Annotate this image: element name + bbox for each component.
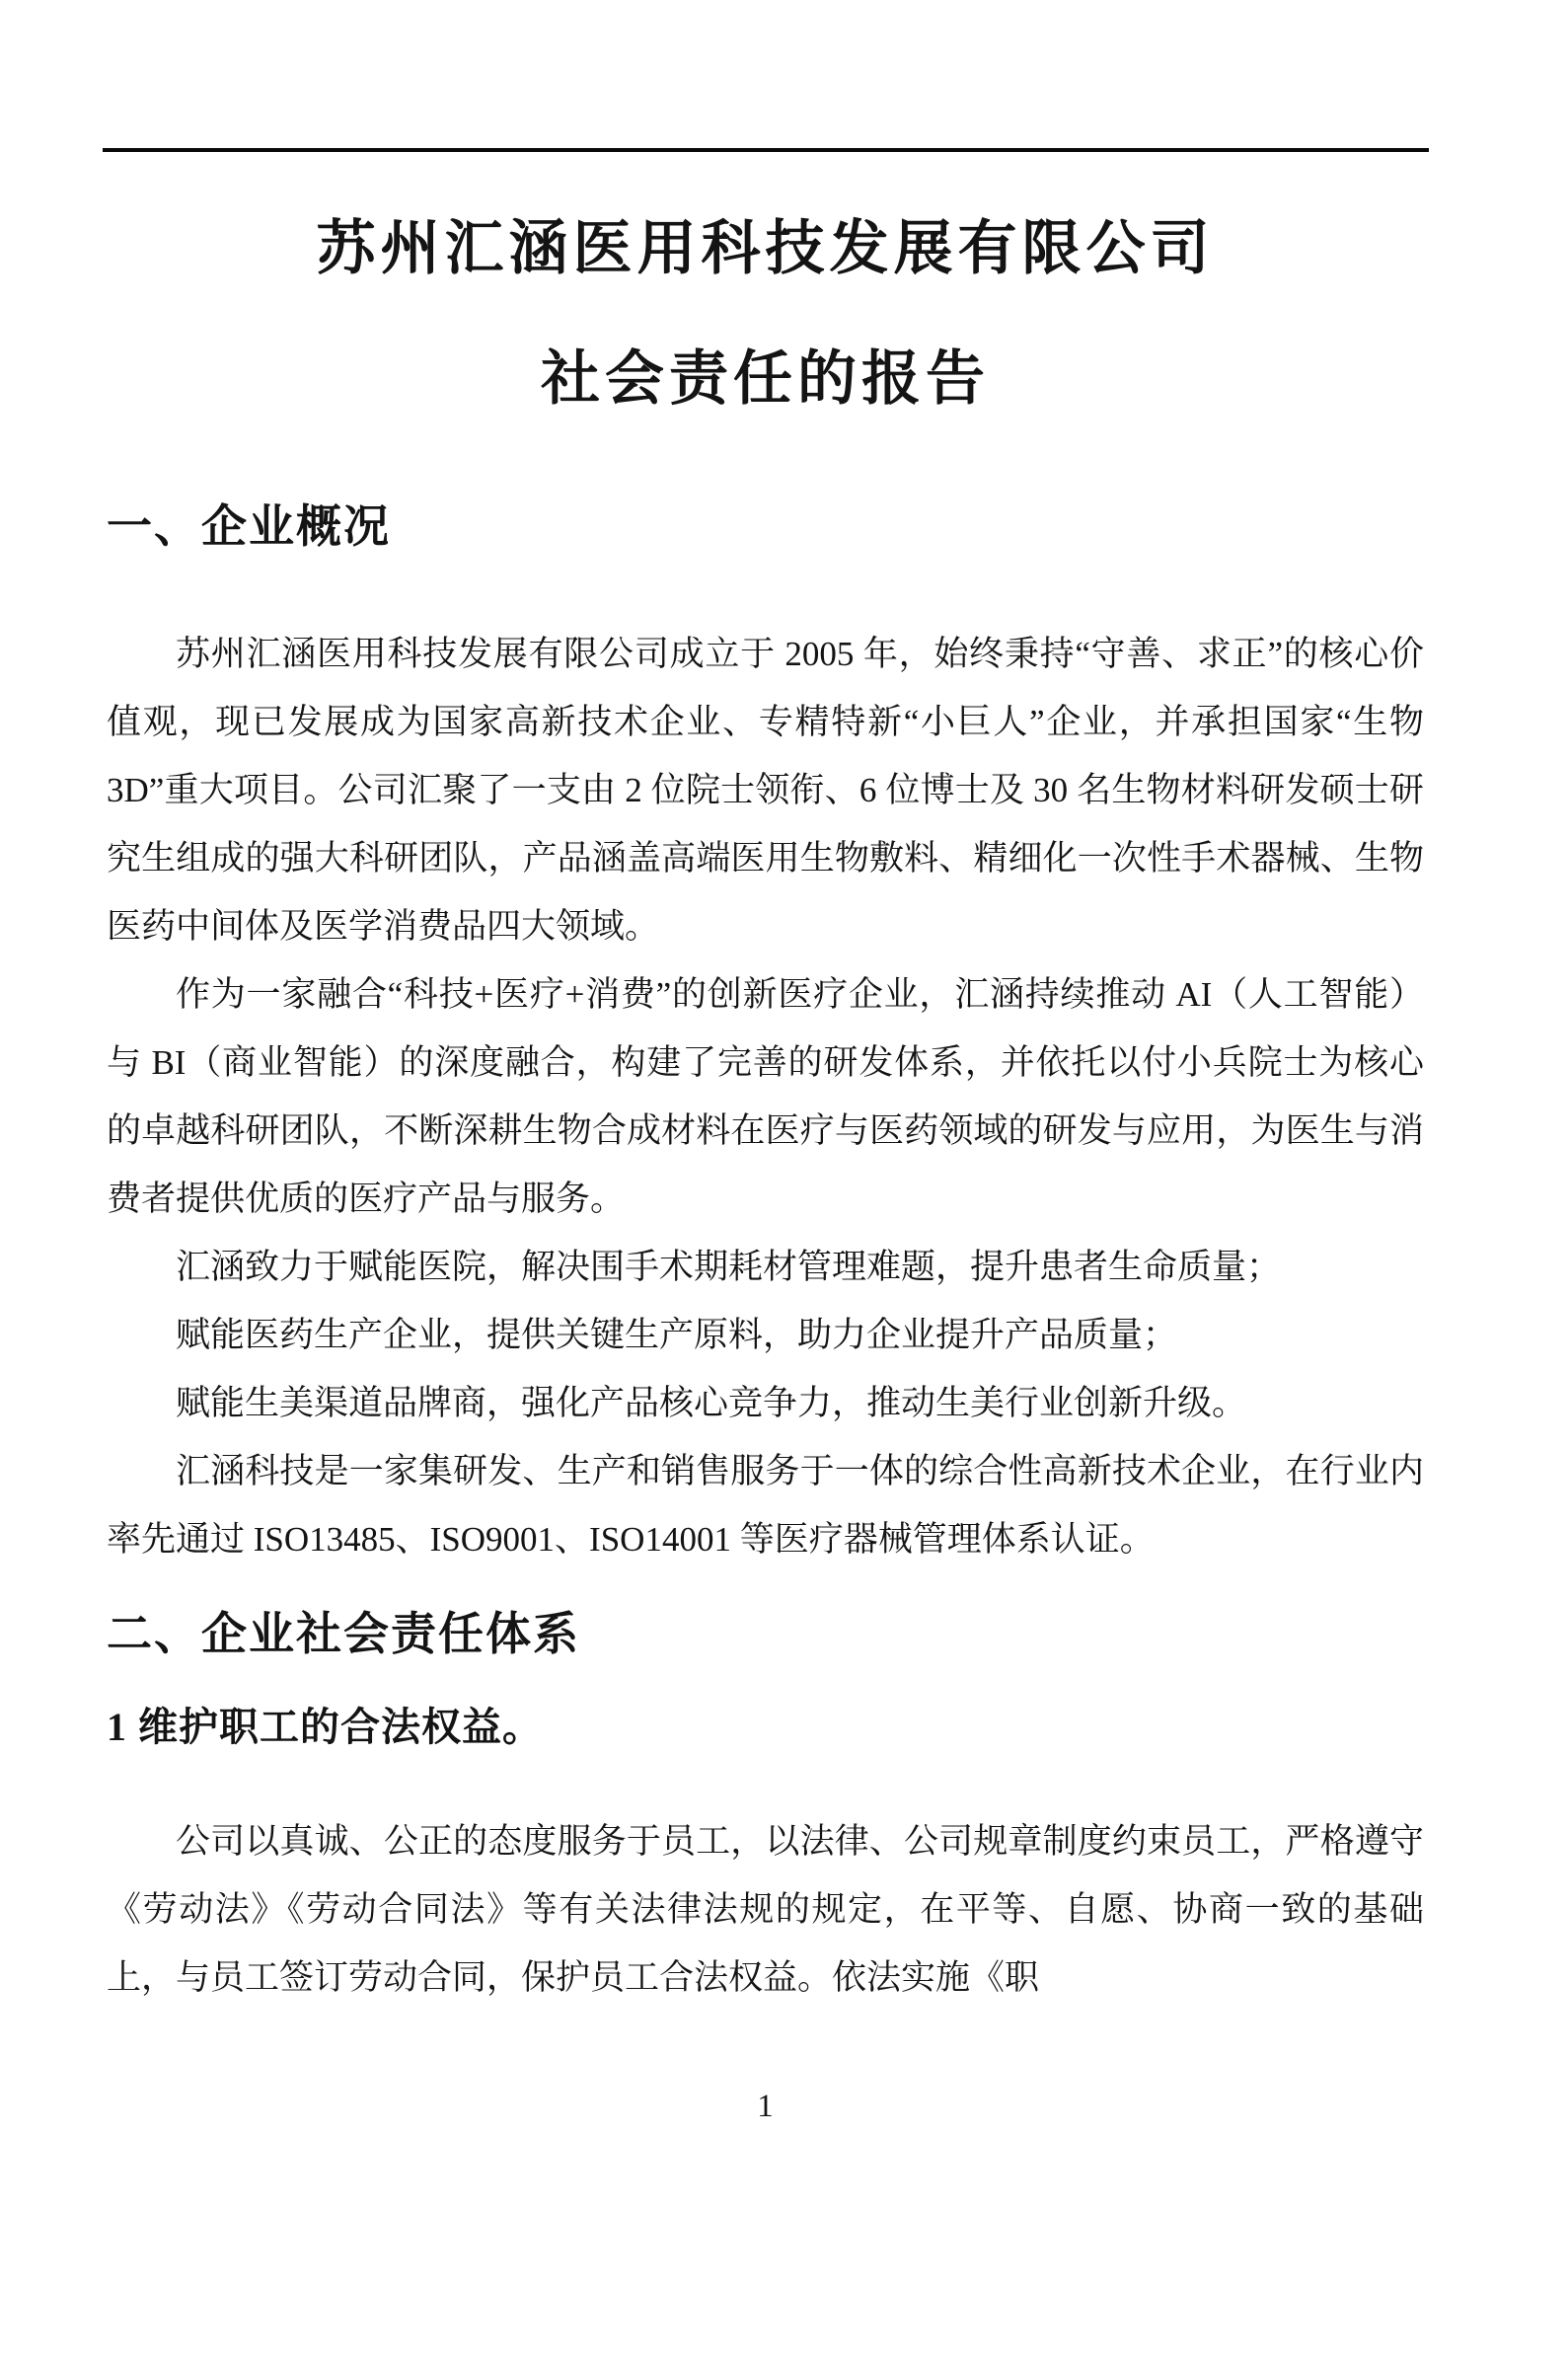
report-title: 苏州汇涵医用科技发展有限公司 xyxy=(316,216,1215,281)
company-overview-paragraph-6: 汇涵科技是一家集研发、生产和销售服务于一体的综合性高新技术企业，在行业内率先通过 ISO13485、ISO9001、ISO14001 等医疗器械管理体系认证。 xyxy=(107,1452,1424,1559)
company-overview-paragraph-5: 赋能生美渠道品牌商，强化产品核心竞争力，推动生美行业创新升级。 xyxy=(176,1384,1247,1422)
company-overview-paragraph-4: 赋能医药生产企业，提供关键生产原料，助力企业提升产品质量； xyxy=(176,1316,1178,1354)
report-page xyxy=(0,148,1568,2363)
top-rule-divider xyxy=(103,148,1429,152)
company-overview-paragraph-2: 作为一家融合“科技+医疗+消费”的创新医疗企业，汇涵持续推动 AI（人工智能）与 BI（商业智能）的深度融合，构建了完善的研发体系，并依托以付小兵院士为核心的卓越科研团队，不断深耕生物合成材料在医疗与医药领域的研发与应用，为医生与消费者提供优质的医疗产品与服务。 xyxy=(107,975,1424,1218)
report-subtitle: 社会责任的报告 xyxy=(541,346,990,412)
company-overview-paragraph-1: 苏州汇涵医用科技发展有限公司成立于 2005 年，始终秉持“守善、求正”的核心价值观，现已发展成为国家高新技术企业、专精特新“小巨人”企业，并承担国家“生物 3D”重大项目。公司汇聚了一支由 2 位院士领衔、6 位博士及 30 名生物材料研发硕士研究生组成的强大科研团队，产品涵盖高端医用生物敷料、精细化一次性手术器械、生物医药中间体及医学消费品四大领域。 xyxy=(107,635,1424,946)
section-heading-csr-system: 二、企业社会责任体系 xyxy=(107,1609,580,1659)
company-overview-paragraph-3: 汇涵致力于赋能医院，解决围手术期耗材管理难题，提升患者生命质量； xyxy=(176,1248,1282,1286)
company-overview-body xyxy=(107,620,1424,1573)
page-number: 1 xyxy=(757,2089,774,2124)
employee-rights-paragraph-1: 公司以真诚、公正的态度服务于员工，以法律、公司规章制度约束员工，严格遵守《劳动法》《劳动合同法》等有关法律法规的规定，在平等、自愿、协商一致的基础上，与员工签订劳动合同，保护员工合法权益。依法实施《职 xyxy=(107,1822,1424,1997)
section-heading-company-overview: 一、企业概况 xyxy=(107,501,391,552)
csr-system-body xyxy=(107,1807,1424,2012)
subsection-heading-employee-rights: 1 维护职工的合法权益。 xyxy=(107,1705,543,1749)
